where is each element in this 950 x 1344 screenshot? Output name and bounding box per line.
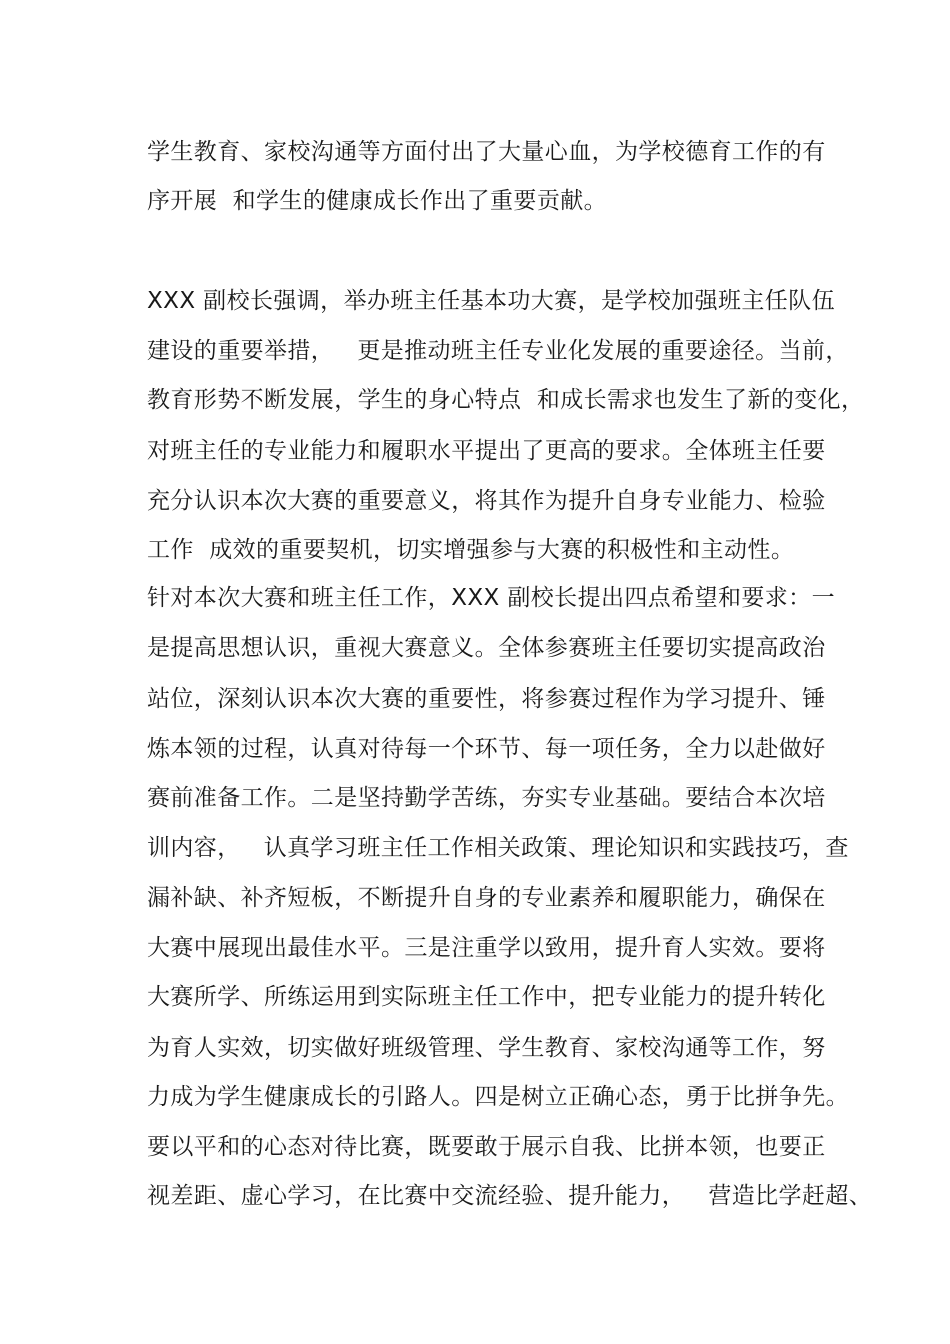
text-line: 针对本次大赛和班主任工作，XXX 副校长提出四点希望和要求：一 <box>147 585 835 611</box>
text-line: 为育人实效，切实做好班级管理、学生教育、家校沟通等工作，努 <box>147 1035 826 1061</box>
text-line: 炼本领的过程，认真对待每一个环节、每一项任务，全力以赴做好 <box>147 736 826 762</box>
text-line: 训内容， 认真学习班主任工作相关政策、理论知识和实践技巧，查 <box>147 835 849 861</box>
text-line: 充分认识本次大赛的重要意义，将其作为提升自身专业能力、检验 <box>147 488 826 514</box>
text-line: 站位，深刻认识本次大赛的重要性，将参赛过程作为学习提升、锤 <box>147 686 826 712</box>
text-line: XXX 副校长强调，举办班主任基本功大赛，是学校加强班主任队伍 <box>147 288 835 314</box>
text-line: 要以平和的心态对待比赛，既要敢于展示自我、比拼本领，也要正 <box>147 1134 826 1160</box>
text-line: 学生教育、家校沟通等方面付出了大量心血，为学校德育工作的有 <box>147 139 826 165</box>
text-line: 对班主任的专业能力和履职水平提出了更高的要求。全体班主任要 <box>147 438 826 464</box>
text-line: 建设的重要举措， 更是推动班主任专业化发展的重要途径。当前， <box>147 338 849 364</box>
text-line: 教育形势不断发展，学生的身心特点 和成长需求也发生了新的变化， <box>147 387 865 413</box>
text-line: 赛前准备工作。二是坚持勤学苦练，夯实专业基础。要结合本次培 <box>147 785 826 811</box>
text-line: 工作 成效的重要契机，切实增强参与大赛的积极性和主动性。 <box>147 537 795 563</box>
text-line: 视差距、虚心学习，在比赛中交流经验、提升能力， 营造比学赶超、 <box>147 1183 873 1209</box>
text-line: 力成为学生健康成长的引路人。四是树立正确心态，勇于比拼争先。 <box>147 1084 849 1110</box>
text-line: 漏补缺、补齐短板，不断提升自身的专业素养和履职能力，确保在 <box>147 885 826 911</box>
text-line: 序开展 和学生的健康成长作出了重要贡献。 <box>147 188 608 214</box>
text-line: 大赛所学、所练运用到实际班主任工作中，把专业能力的提升转化 <box>147 984 826 1010</box>
text-line: 大赛中展现出最佳水平。三是注重学以致用，提升育人实效。要将 <box>147 935 826 961</box>
text-line: 是提高思想认识，重视大赛意义。全体参赛班主任要切实提高政治 <box>147 635 826 661</box>
